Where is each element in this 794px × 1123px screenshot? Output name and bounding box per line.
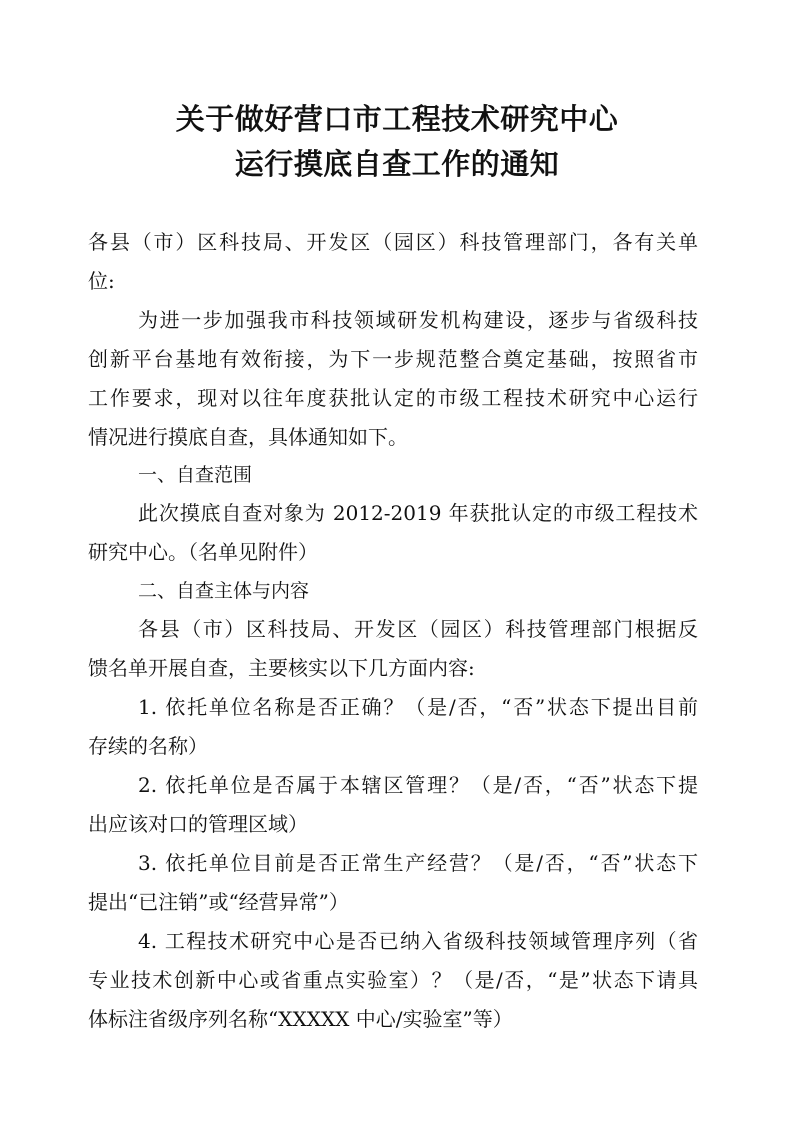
body-line: 工作要求，现对以往年度获批认定的市级工程技术研究中心运行 (88, 386, 698, 410)
body-line: 情况进行摸底自查，具体通知如下。 (88, 425, 408, 449)
section-heading: 二、自查主体与内容 (138, 580, 310, 602)
body-line: 位: (88, 269, 115, 293)
document-title-line-2: 运行摸底自查工作的通知 (234, 147, 560, 181)
list-item-line: 1. 依托单位名称是否正确？（是/否，“否”状态下提出目前 (138, 695, 698, 719)
body-line: 为进一步加强我市科技领域研发机构建设，逐步与省级科技 (138, 308, 698, 332)
list-item-line: 体标注省级序列名称“XXXXX 中心/实验室”等） (88, 1007, 513, 1031)
body-line: 此次摸底自查对象为 2012-2019 年获批认定的市级工程技术 (138, 501, 698, 525)
list-item-line: 4. 工程技术研究中心是否已纳入省级科技领域管理序列（省 (138, 929, 698, 953)
list-item-line: 出应该对口的管理区域） (88, 812, 308, 836)
section-heading: 一、自查范围 (138, 464, 253, 486)
list-item-line: 专业技术创新中心或省重点实验室）？（是/否，“是”状态下请具 (88, 968, 698, 992)
list-item-line: 2. 依托单位是否属于本辖区管理？（是/否，“否”状态下提 (138, 773, 698, 797)
body-line: 创新平台基地有效衔接，为下一步规范整合奠定基础，按照省市 (88, 347, 698, 371)
list-item-line: 3. 依托单位目前是否正常生产经营？（是/否，“否”状态下 (138, 851, 698, 875)
body-line: 馈名单开展自查，主要核实以下几方面内容: (88, 656, 475, 680)
body-line: 各县（市）区科技局、开发区（园区）科技管理部门，各有关单 (88, 230, 698, 254)
list-item-line: 提出“已注销”或“经营异常”） (88, 890, 349, 914)
body-line: 研究中心。（名单见附件） (88, 540, 318, 564)
list-item-line: 存续的名称） (88, 734, 208, 758)
document-title-line-1: 关于做好营口市工程技术研究中心 (175, 102, 619, 136)
body-line: 各县（市）区科技局、开发区（园区）科技管理部门根据反 (138, 617, 698, 641)
